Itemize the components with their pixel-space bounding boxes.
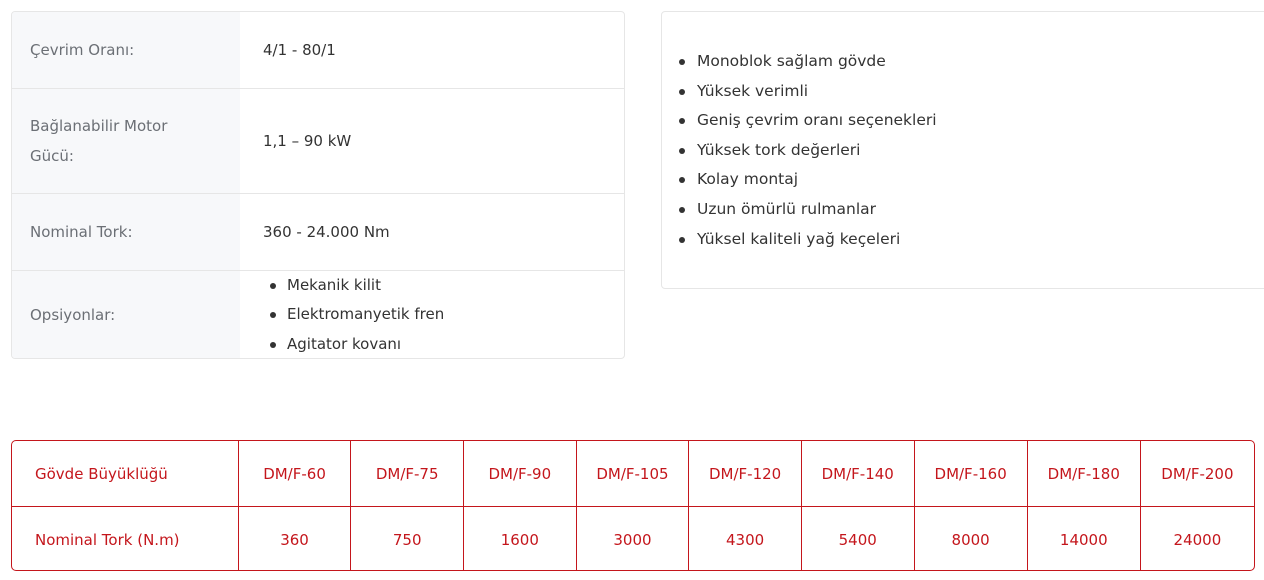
list-item: Yüksek tork değerleri xyxy=(673,136,937,166)
spec-value: 4/1 - 80/1 xyxy=(263,41,336,59)
spec-table xyxy=(11,11,625,359)
features-card xyxy=(661,11,1264,289)
spec-label: Çevrim Oranı: xyxy=(12,12,240,88)
table-cell: 1600 xyxy=(464,507,577,571)
size-torque-table xyxy=(11,440,1255,571)
spec-value: 1,1 – 90 kW xyxy=(263,132,352,150)
spec-label xyxy=(12,89,240,193)
table-cell: DM/F-180 xyxy=(1028,441,1141,506)
spec-row-ratio xyxy=(12,12,624,89)
table-cell: 750 xyxy=(351,507,464,571)
spec-label: Nominal Tork: xyxy=(12,194,240,270)
table-cell: 14000 xyxy=(1028,507,1141,571)
list-item: Agitator kovanı xyxy=(263,330,444,359)
spec-label-text: Bağlanabilir Motor Gücü: xyxy=(30,117,168,165)
table-cell: 8000 xyxy=(915,507,1028,571)
table-row xyxy=(12,441,1254,507)
list-item: Uzun ömürlü rulmanlar xyxy=(673,195,937,225)
table-row xyxy=(12,507,1254,571)
table-cell: DM/F-75 xyxy=(351,441,464,506)
list-item: Elektromanyetik fren xyxy=(263,300,444,330)
spec-value xyxy=(240,271,624,359)
row-header: Gövde Büyüklüğü xyxy=(12,441,239,506)
table-cell: 3000 xyxy=(577,507,690,571)
table-cell: 24000 xyxy=(1173,530,1222,549)
spec-row-torque xyxy=(12,194,624,271)
spec-row-options xyxy=(12,271,624,359)
list-item: Kolay montaj xyxy=(673,165,937,195)
table-cell: 360 xyxy=(239,507,352,571)
table-cell: 4300 xyxy=(689,507,802,571)
spec-label: Opsiyonlar: xyxy=(12,271,240,359)
table-cell: DM/F-160 xyxy=(915,441,1028,506)
list-item: Yüksek verimli xyxy=(673,77,937,107)
spec-row-motor-power xyxy=(12,89,624,194)
table-cell: DM/F-60 xyxy=(239,441,352,506)
table-cell: DM/F-105 xyxy=(577,441,690,506)
table-cell: DM/F-140 xyxy=(802,441,915,506)
list-item: Mekanik kilit xyxy=(263,271,444,301)
table-cell: DM/F-200 xyxy=(1161,464,1234,483)
table-cell: DM/F-120 xyxy=(689,441,802,506)
table-cell: 5400 xyxy=(802,507,915,571)
features-list xyxy=(673,47,937,254)
list-item: Monoblok sağlam gövde xyxy=(673,47,937,77)
table-cell: DM/F-90 xyxy=(464,441,577,506)
spec-value: 360 - 24.000 Nm xyxy=(263,223,390,241)
row-header: Nominal Tork (N.m) xyxy=(12,507,239,571)
list-item: Yüksel kaliteli yağ keçeleri xyxy=(673,225,937,255)
list-item: Geniş çevrim oranı seçenekleri xyxy=(673,106,937,136)
options-list xyxy=(263,271,444,359)
